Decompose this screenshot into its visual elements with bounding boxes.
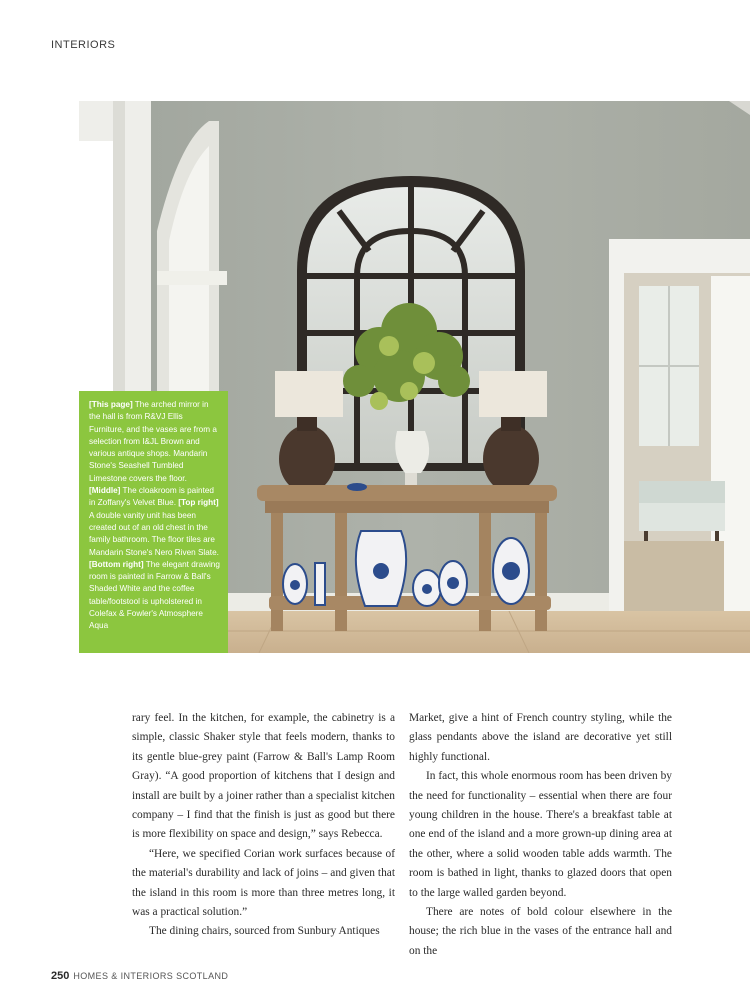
paragraph: There are notes of bold colour elsewhere in the house; the rich blue in the vases of the entrance hall and on the [409, 906, 672, 957]
page-footer [51, 970, 228, 982]
caption-text: The elegant drawing room is painted in Farrow & Ball's Shaded White and the coffee table/footstool is upholstered in Colefax & Fowler's Atmosphere Aqua [89, 559, 220, 631]
caption-label: [This page] [89, 400, 133, 409]
paragraph: The dining chairs, sourced from Sunbury Antiques [149, 925, 380, 938]
body-column-right [409, 709, 672, 961]
caption-text: A double vanity unit has been created out of an old chest in the family bathroom. The floor tiles are Mandarin Stone's Nero Riven Slate. [89, 510, 219, 557]
paragraph: In fact, this whole enormous room has been driven by the need for functionality – essential when there are four young children in the house. There's a breakfast table at one end of the island and a more grown-up dining area at the other, where a solid wooden table adds warmth. The room is bathed in light, thanks to glazed doors that open to the large walled garden beyond. [409, 770, 672, 899]
paragraph: rary feel. In the kitchen, for example, the cabinetry is a simple, classic Shaker style that feels modern, thanks to its gentle blue-grey paint (Farrow & Ball's Lamp Room Gray). “A good proportion of kitchens that I design and install are built by a joiner rather than a specialist kitchen company – I find that the finish is just as good but there is more flexibility on space and design,” says Rebecca. [132, 712, 395, 841]
caption-label: [Middle] [89, 486, 121, 496]
caption-label: [Bottom right] [89, 559, 144, 569]
section-label: INTERIORS [51, 39, 116, 51]
caption-text: The cloakroom is painted in Zoffany's Velvet Blue. [89, 486, 214, 508]
caption-text: The arched mirror in the hall is from R&VJ Ellis Furniture, and the vases are from a selection from I&JL Brown and various antique shops. Mandarin Stone's Seashell Tumbled Limestone covers the floor. [89, 400, 217, 483]
photo-caption [79, 391, 228, 653]
caption-label: [Top right] [178, 498, 219, 508]
magazine-title: HOMES & INTERIORS SCOTLAND [73, 971, 229, 981]
body-column-left [132, 709, 395, 942]
paragraph: “Here, we specified Corian work surfaces because of the material's durability and lack of joins – and given that the island in this room is more than three metres long, it was a practical solution.” [132, 847, 395, 919]
paragraph: Market, give a hint of French country styling, while the glass pendants above the island are decorative yet still highly functional. [409, 712, 672, 763]
page-number: 250 [51, 970, 70, 982]
